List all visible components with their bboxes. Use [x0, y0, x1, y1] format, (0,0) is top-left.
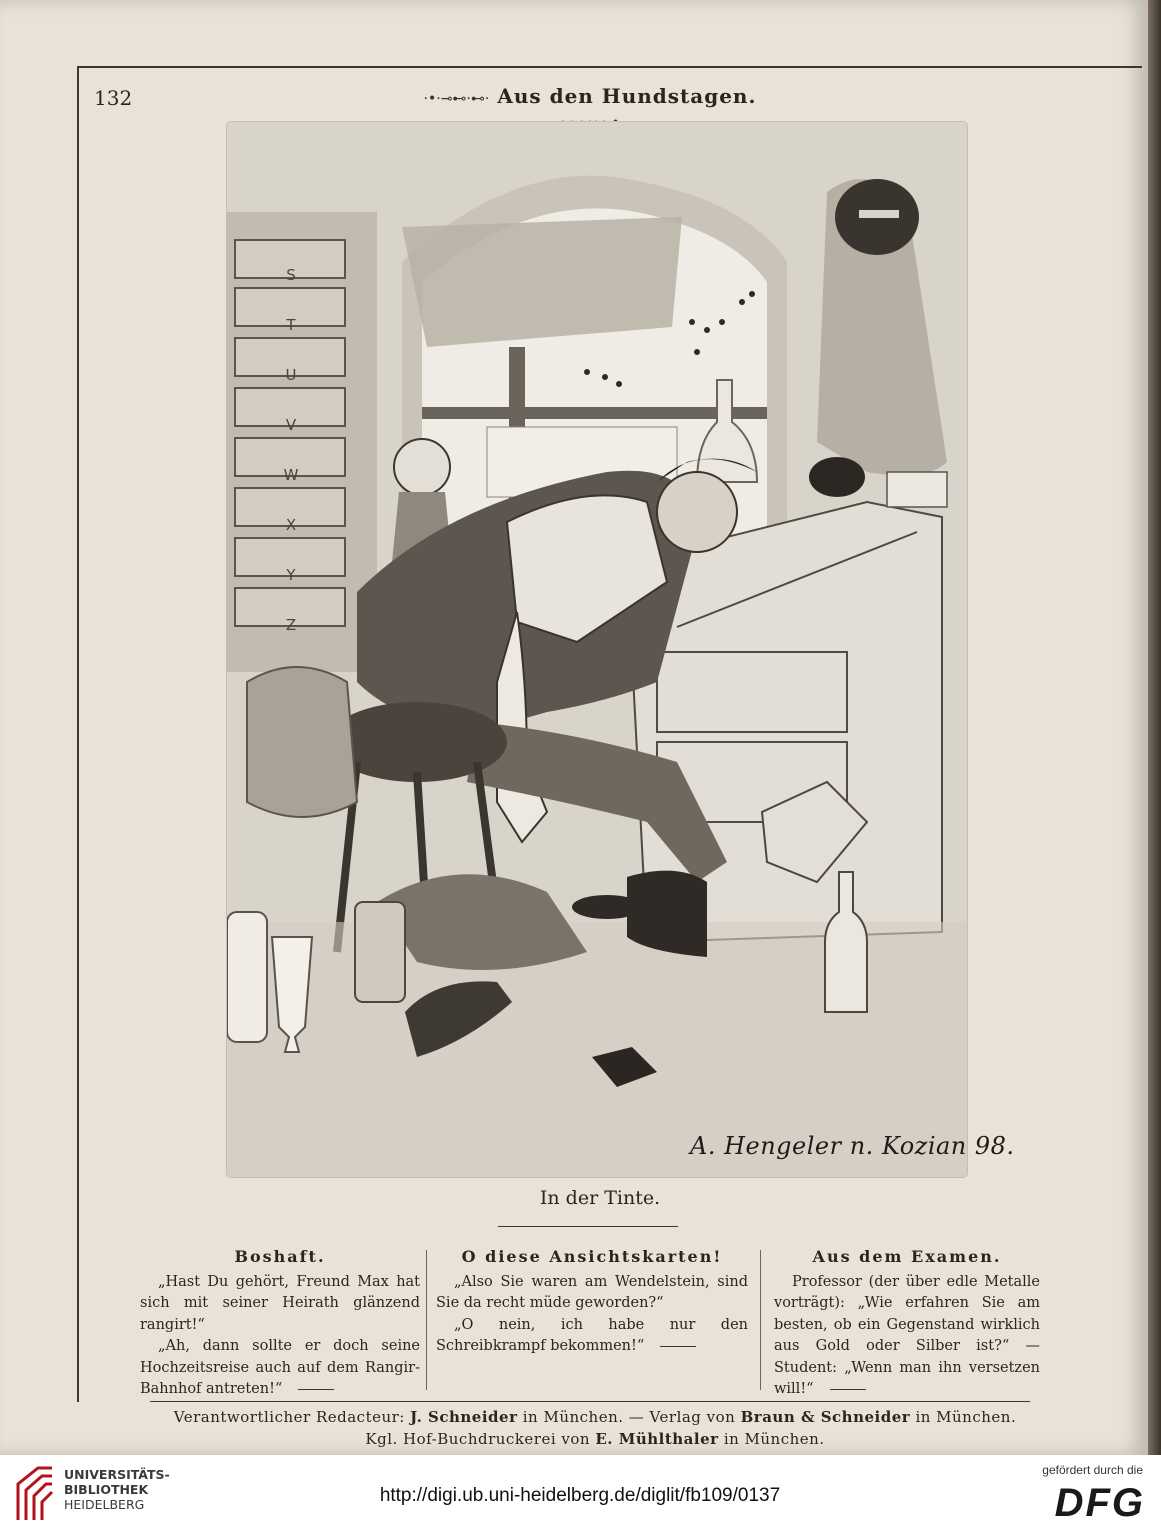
- imprint-editor: J. Schneider: [410, 1408, 518, 1426]
- imprint-publisher: Braun & Schneider: [740, 1408, 911, 1426]
- footer-rule: [150, 1401, 1030, 1402]
- column-paragraph: [140, 1336, 420, 1401]
- imprint-text: Verantwortlicher Redacteur:: [173, 1408, 411, 1426]
- illustration: [227, 122, 967, 1177]
- column-title: Boshaft.: [234, 1247, 326, 1266]
- library-name-line: UNIVERSITÄTS-: [64, 1467, 170, 1482]
- ornament-left: ·•·⊸⊷·⊷·: [423, 91, 490, 107]
- column-paragraph: [774, 1272, 1040, 1401]
- viewer-bottom-bar: [0, 1455, 1161, 1533]
- running-title-text: Aus den Hundstagen.: [497, 84, 757, 108]
- column-boshaft: [140, 1246, 420, 1401]
- end-rule: [298, 1389, 334, 1390]
- library-logo-icon[interactable]: [12, 1464, 56, 1524]
- column-paragraph-text: Professor (der über edle Metalle vorträgt): „Wie erfahren Sie am besten, ob ein Gegenstand wirklich aus Gold oder Silber ist?“ — Student: „Wenn man ihn versetzen will!“: [774, 1273, 1040, 1397]
- text-columns: [140, 1246, 1040, 1406]
- funding-label: gefördert durch die: [1042, 1463, 1143, 1477]
- artist-signature: A. Hengeler n. Kozian 98.: [690, 1132, 1015, 1160]
- end-rule: [660, 1346, 696, 1347]
- book-binding-edge: [1148, 0, 1161, 1455]
- column-ansichtskarten: [436, 1246, 748, 1358]
- illustration-drawing: [227, 122, 967, 1177]
- imprint-printer: E. Mühlthaler: [595, 1430, 719, 1448]
- imprint-text: in München.: [718, 1430, 825, 1448]
- end-rule: [830, 1389, 866, 1390]
- column-paragraph: „Hast Du gehört, Freund Max hat sich mit seiner Heirath glänzend rangirt!“: [140, 1273, 420, 1333]
- column-paragraph-text: „Ah, dann sollte er doch seine Hochzeitsreise auch auf dem Rangir-Bahnhof antreten!“: [140, 1338, 420, 1397]
- drawer-label: V: [285, 416, 297, 434]
- column-divider: [760, 1250, 761, 1390]
- column-paragraph: [436, 1315, 748, 1358]
- drawer-label: S: [286, 266, 296, 284]
- column-paragraph: „Also Sie waren am Wendelstein, sind Sie da recht müde geworden?“: [436, 1273, 748, 1311]
- column-title: Aus dem Examen.: [812, 1247, 1002, 1266]
- column-paragraph-text: „O nein, ich habe nur den Schreibkrampf bekommen!“: [436, 1316, 748, 1354]
- imprint-text: Kgl. Hof-Buchdruckerei von: [365, 1430, 596, 1448]
- library-name: [64, 1467, 170, 1512]
- drawer-labels: [271, 250, 311, 650]
- drawer-label: X: [285, 516, 297, 534]
- caption-rule: [498, 1226, 678, 1227]
- dfg-logo[interactable]: DFG: [1054, 1481, 1145, 1525]
- page-number: 132: [94, 86, 133, 110]
- library-name-line: BIBLIOTHEK: [64, 1482, 149, 1497]
- column-examen: [774, 1246, 1040, 1401]
- imprint-line-1: [100, 1408, 1090, 1426]
- column-title: O diese Ansichtskarten!: [461, 1247, 723, 1266]
- illustration-caption: In der Tinte.: [539, 1187, 661, 1209]
- drawer-label: Z: [285, 616, 297, 634]
- drawer-label: T: [286, 316, 296, 334]
- column-divider: [426, 1250, 427, 1390]
- imprint-text: in München.: [910, 1408, 1017, 1426]
- drawer-label: Y: [286, 566, 296, 584]
- imprint-text: in München. — Verlag von: [517, 1408, 741, 1426]
- drawer-label: U: [285, 366, 297, 384]
- drawer-label: W: [283, 466, 299, 484]
- library-name-line: HEIDELBERG: [64, 1497, 145, 1512]
- imprint-line-2: [100, 1430, 1090, 1448]
- permalink-url[interactable]: http://digi.ub.uni-heidelberg.de/diglit/fb109/0137: [379, 1485, 781, 1506]
